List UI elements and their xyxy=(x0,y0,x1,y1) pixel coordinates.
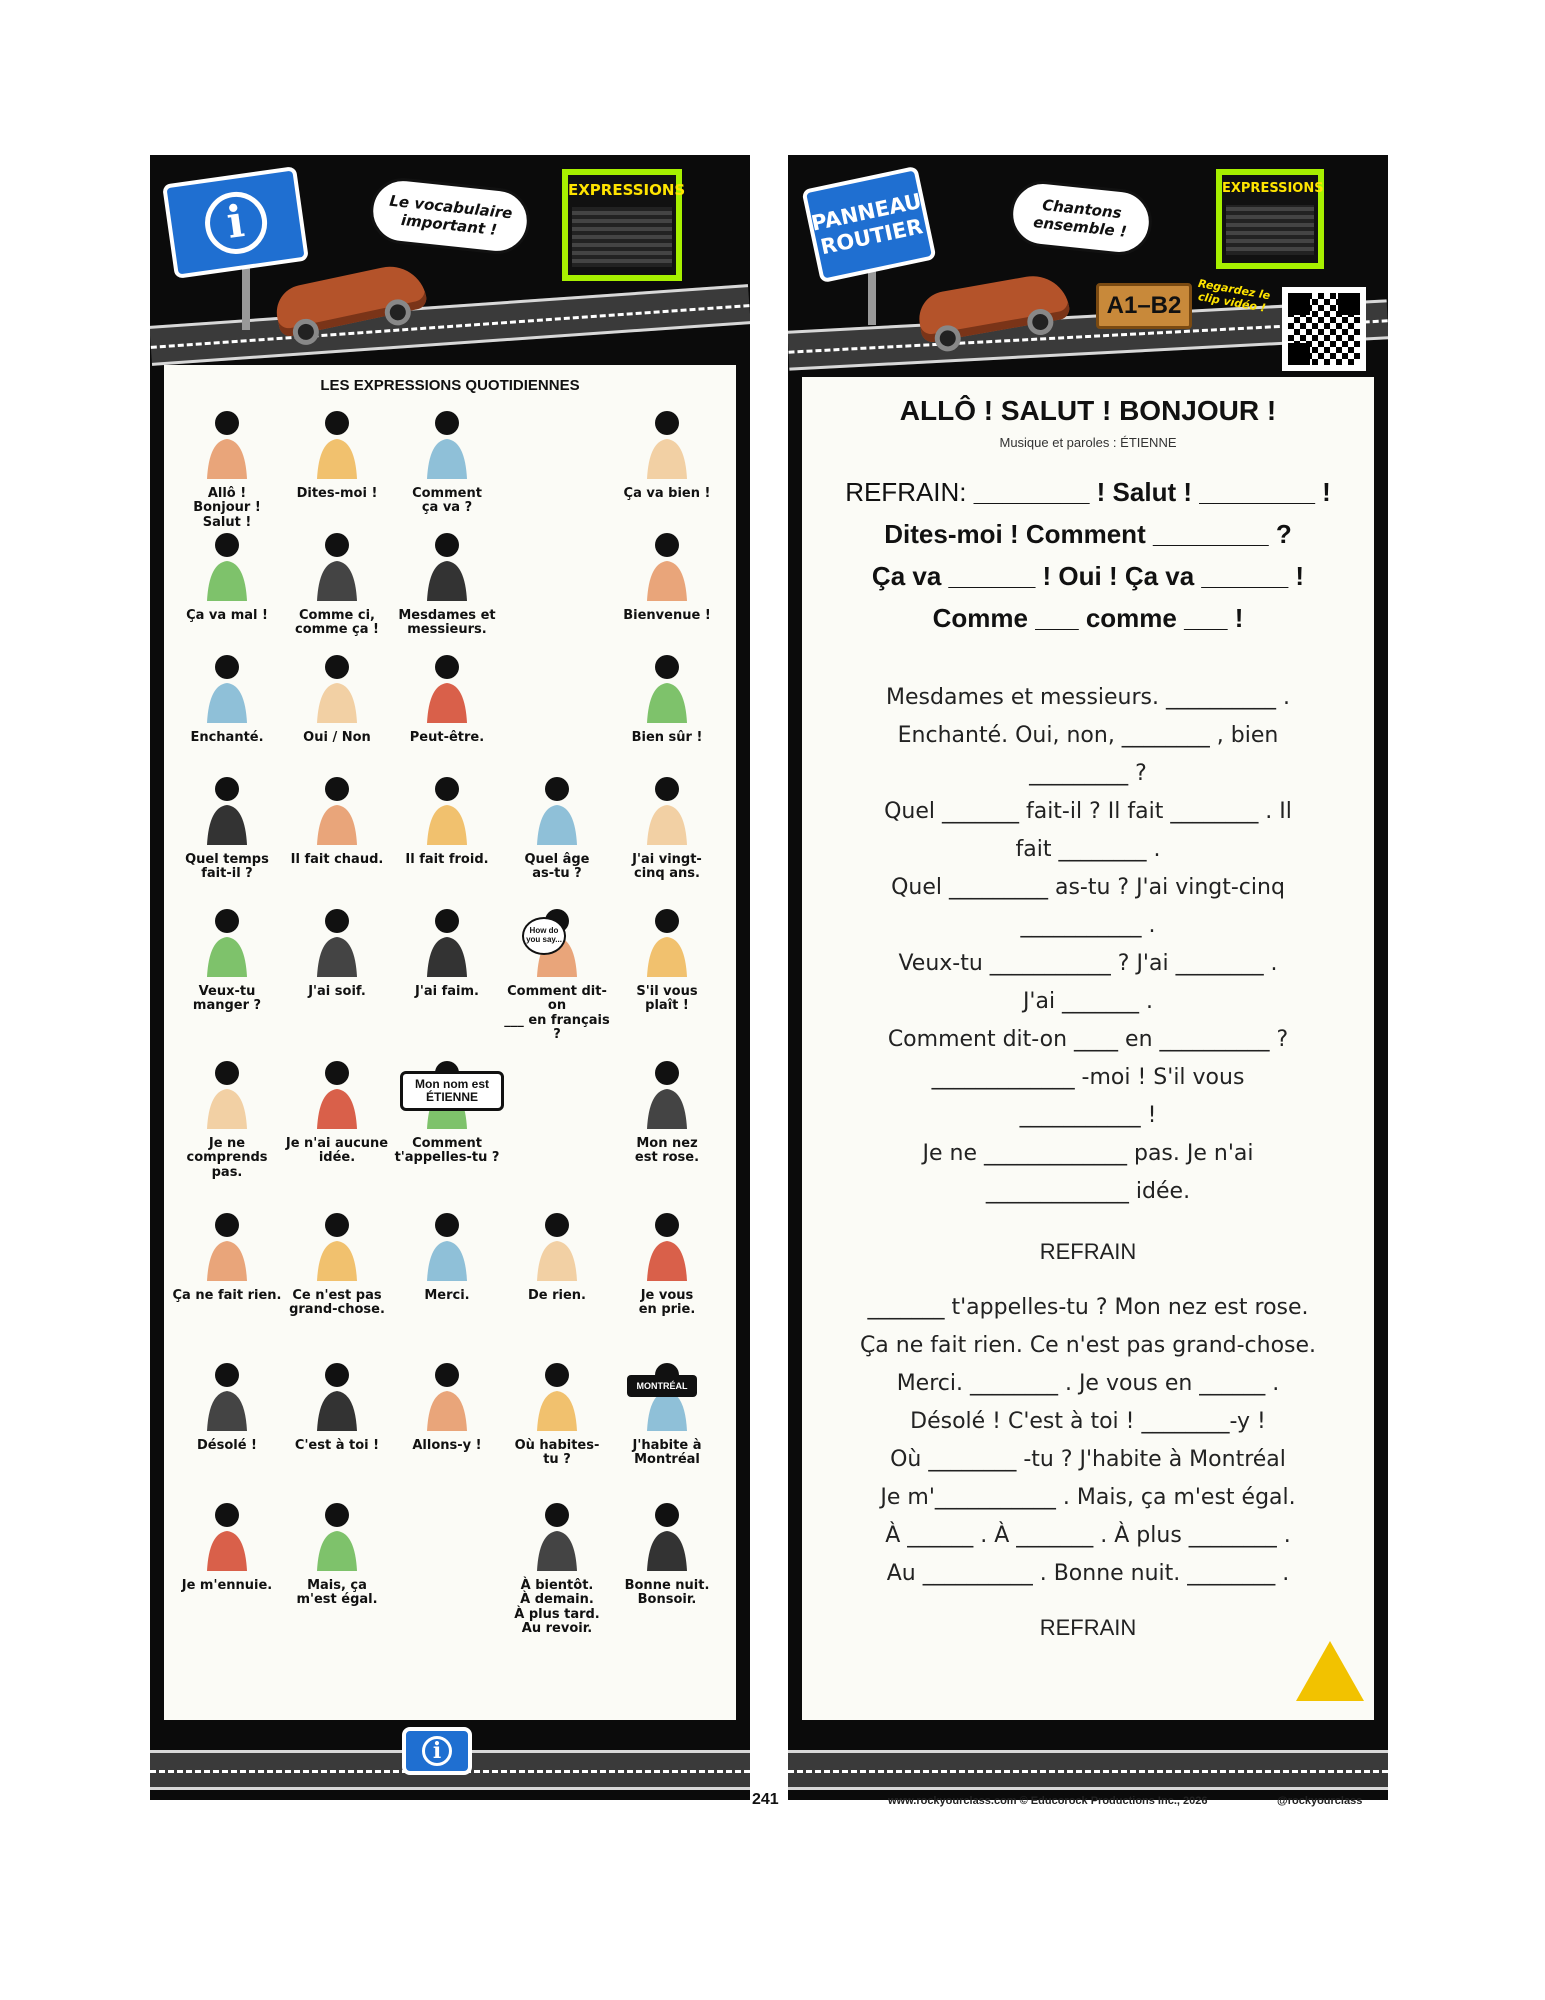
song-panel xyxy=(788,155,1388,1800)
vocab-item xyxy=(612,1355,722,1468)
vocab-item xyxy=(612,1205,722,1318)
footer-handle: @rockyourclass xyxy=(1277,1795,1363,1807)
vocab-item xyxy=(282,647,392,745)
verse-1 xyxy=(816,679,1360,1211)
snapping-fingers-icon xyxy=(297,1205,377,1285)
shrug-icon xyxy=(407,647,487,727)
vocab-label: Je n'ai aucune idée. xyxy=(285,1136,389,1166)
vocab-label: J'ai faim. xyxy=(415,984,479,999)
vocab-item xyxy=(612,647,722,745)
peeking-person-icon xyxy=(187,403,267,483)
vocab-item xyxy=(392,901,502,999)
vocab-item xyxy=(392,525,502,638)
speech-bubble: Le vocabulaire important ! xyxy=(367,175,533,257)
vocab-label: Désolé ! xyxy=(196,1438,257,1453)
shield-thumbs-up-icon xyxy=(627,647,707,727)
vocab-item xyxy=(502,1355,612,1468)
questioning-woman-icon xyxy=(407,403,487,483)
check-cross-icon xyxy=(297,647,377,727)
vocab-item xyxy=(392,1355,502,1453)
thirsty-person-icon xyxy=(297,901,377,981)
vocab-item xyxy=(392,403,502,516)
refrain-line-3: Ça va ______ ! Oui ! Ça va ______ ! xyxy=(871,561,1305,591)
vocab-item xyxy=(282,1355,392,1453)
vocab-label: S'il vous plaît ! xyxy=(636,984,698,1014)
sorry-person-icon xyxy=(187,1355,267,1435)
lyric-line: Quel _______ fait-il ? Il fait ________ . Il xyxy=(884,799,1292,824)
page-number: 241 xyxy=(752,1791,779,1808)
info-icon: i xyxy=(422,1736,452,1766)
vocab-item xyxy=(172,1355,282,1453)
lyric-line: ___________ ! xyxy=(1019,1103,1157,1128)
lyric-line: J'ai _______ . xyxy=(1022,989,1154,1014)
lyric-line: Désolé ! C'est à toi ! ________-y ! xyxy=(910,1409,1266,1434)
name-tag-text: Mon nom est ÉTIENNE xyxy=(400,1071,504,1111)
vocab-item xyxy=(612,1495,722,1608)
running-door-icon xyxy=(407,1355,487,1435)
vocab-item xyxy=(392,769,502,867)
vocab-label: Où habites- tu ? xyxy=(514,1438,600,1468)
birthday-cake-question-icon xyxy=(517,769,597,849)
vocab-label: De rien. xyxy=(527,1288,586,1303)
vocab-item xyxy=(282,1495,392,1608)
three-faces-icon xyxy=(297,525,377,605)
vocab-item xyxy=(282,1205,392,1318)
lyric-line: fait ________ . xyxy=(1015,837,1161,862)
lyric-line: Je ne _____________ pas. Je n'ai xyxy=(922,1141,1254,1166)
vocab-label: Ça ne fait rien. xyxy=(172,1288,282,1303)
vocab-label: Dites-moi ! xyxy=(296,486,378,501)
song-title: ALLÔ ! SALUT ! BONJOUR ! xyxy=(899,395,1277,426)
lyric-line: _____________ idée. xyxy=(985,1179,1191,1204)
vocab-label: Comme ci, comme ça ! xyxy=(294,608,379,638)
pointing-hand-icon xyxy=(297,1355,377,1435)
vocab-label: Enchanté. xyxy=(190,730,264,745)
vocab-label: Mesdames et messieurs. xyxy=(398,608,496,638)
road-sign: PANNEAU ROUTIER xyxy=(801,166,936,283)
vocab-label: Oui / Non xyxy=(303,730,371,745)
pleading-person-icon xyxy=(627,901,707,981)
phone-food-icon xyxy=(187,901,267,981)
refrain-line-1 xyxy=(802,477,1374,508)
vocabulary-title: LES EXPRESSIONS QUOTIDIENNES xyxy=(320,377,580,394)
lyric-line: _____________ -moi ! S'il vous xyxy=(931,1065,1245,1090)
couple-icon xyxy=(407,525,487,605)
waving-people-icon xyxy=(517,1495,597,1575)
level-sign: A1–B2 xyxy=(1096,283,1192,329)
lyric-line: Enchanté. Oui, non, ________ , bien xyxy=(897,723,1279,748)
lyric-line: Quel _________ as-tu ? J'ai vingt-cinq xyxy=(891,875,1285,900)
vocab-item xyxy=(172,769,282,882)
thumbs-up-man-icon xyxy=(627,403,707,483)
verse-2 xyxy=(816,1289,1360,1593)
sleeping-child-icon xyxy=(627,1495,707,1575)
expressions-board xyxy=(562,169,686,281)
vocab-label: Merci. xyxy=(424,1288,470,1303)
relaxed-person-icon xyxy=(187,1205,267,1285)
vocab-label: Veux-tu manger ? xyxy=(192,984,262,1014)
vocab-item xyxy=(172,647,282,745)
vocab-label: Quel âge as-tu ? xyxy=(524,852,590,882)
vocab-item xyxy=(612,769,722,882)
lyric-line: Où ________ -tu ? J'habite à Montréal xyxy=(890,1447,1286,1472)
vocab-item xyxy=(502,1495,612,1636)
vocab-label: Bien sûr ! xyxy=(631,730,703,745)
lyric-line: Mesdames et messieurs. __________ . xyxy=(886,685,1290,710)
song-sheet xyxy=(802,377,1374,1720)
qr-code-icon[interactable] xyxy=(1282,287,1366,371)
vocab-label: C'est à toi ! xyxy=(294,1438,380,1453)
vocab-item xyxy=(172,525,282,623)
footer-credit: www.rockyourclass.com © Educorock Productions Inc., 2026 xyxy=(888,1795,1208,1807)
vocab-item xyxy=(502,769,612,882)
refrain-label: REFRAIN xyxy=(1039,1615,1137,1640)
refrain-line-2: Dites-moi ! Comment ________ ? xyxy=(884,519,1292,549)
vocab-item xyxy=(172,403,282,530)
song-credit: Musique et paroles : ÉTIENNE xyxy=(999,435,1177,450)
welcome-door-icon xyxy=(627,525,707,605)
vocab-item xyxy=(172,1053,282,1180)
expressions-board xyxy=(1216,169,1324,269)
vocab-label: Il fait chaud. xyxy=(290,852,384,867)
speech-bubble: Chantons ensemble ! xyxy=(1007,178,1155,258)
info-sign xyxy=(162,166,309,279)
weather-icon xyxy=(187,769,267,849)
handshake-icon xyxy=(187,647,267,727)
vocab-label: À bientôt. À demain. À plus tard. Au revoir. xyxy=(514,1578,600,1636)
kneeling-person-icon xyxy=(627,1205,707,1285)
video-note: Regardez le clip vidéo ! xyxy=(1197,276,1272,315)
vocabulary-sheet xyxy=(164,365,736,1720)
smiling-boy-icon xyxy=(517,1205,597,1285)
white-flag-person-icon xyxy=(297,1053,377,1133)
hungry-person-icon xyxy=(407,901,487,981)
info-icon: i xyxy=(200,187,270,257)
refrain-line-4: Comme ___ comme ___ ! xyxy=(932,603,1244,633)
montreal-badge: MONTRÉAL xyxy=(627,1375,697,1397)
board-label: EXPRESSIONS xyxy=(1222,181,1324,196)
vocab-label: Je m'ennuie. xyxy=(181,1578,273,1593)
sign-post xyxy=(868,265,876,325)
vocab-item xyxy=(282,1053,392,1166)
vocab-item xyxy=(612,1053,722,1166)
vocab-label: Mais, ça m'est égal. xyxy=(296,1578,378,1608)
vocab-item xyxy=(172,901,282,1014)
vocab-label: J'habite à Montréal xyxy=(632,1438,702,1468)
lyric-line: Comment dit-on ____ en __________ ? xyxy=(887,1027,1289,1052)
vocab-label: Comment ça va ? xyxy=(412,486,482,516)
roadwork-sign-icon xyxy=(1296,1641,1364,1701)
road-decoration xyxy=(150,284,750,366)
vocab-label: J'ai vingt- cinq ans. xyxy=(632,852,702,882)
lyric-line: Veux-tu ___________ ? J'ai ________ . xyxy=(898,951,1278,976)
lyric-line: _______ t'appelles-tu ? Mon nez est rose. xyxy=(867,1295,1309,1320)
vocab-label: Allons-y ! xyxy=(412,1438,482,1453)
magnifier-text: How do you say... xyxy=(522,917,566,955)
vocab-label: J'ai soif. xyxy=(308,984,366,999)
refrain-label: REFRAIN xyxy=(1039,1239,1137,1264)
vocab-label: Comment dit-on ___ en français ? xyxy=(504,984,610,1042)
lyric-line: _________ ? xyxy=(1029,761,1147,786)
vocab-item xyxy=(282,769,392,867)
confused-person-icon xyxy=(187,1053,267,1133)
vocab-label: Quel temps fait-il ? xyxy=(185,852,269,882)
headache-man-icon xyxy=(187,525,267,605)
sign-post xyxy=(242,260,250,330)
vocab-label: Ce n'est pas grand-chose. xyxy=(289,1288,385,1318)
balance-scale-icon xyxy=(297,1495,377,1575)
vocab-label: Bonne nuit. Bonsoir. xyxy=(624,1578,710,1608)
lyric-line: À ______ . À _______ . À plus ________ . xyxy=(885,1523,1291,1548)
refrain-lead: REFRAIN: xyxy=(845,477,967,507)
vocab-label: Comment t'appelles-tu ? xyxy=(394,1136,500,1166)
lyric-line: Merci. ________ . Je vous en ______ . xyxy=(896,1371,1280,1396)
refrain-text: ________ ! Salut ! ________ ! xyxy=(973,477,1331,507)
vocab-item xyxy=(502,1205,612,1303)
lyric-line: ___________ . xyxy=(1020,913,1156,938)
snow-thermometer-icon xyxy=(407,769,487,849)
vocab-item xyxy=(612,403,722,501)
vocab-item xyxy=(392,647,502,745)
whispering-people-icon xyxy=(297,403,377,483)
vocabulary-panel xyxy=(150,155,750,1800)
vocab-item xyxy=(282,901,392,999)
vocab-label: Ça va bien ! xyxy=(623,486,711,501)
bowing-person-icon xyxy=(407,1205,487,1285)
vocab-item xyxy=(172,1205,282,1303)
bottom-road-decoration xyxy=(788,1730,1388,1800)
vocab-label: Ça va mal ! xyxy=(186,608,268,623)
vocab-item xyxy=(282,525,392,638)
vocab-item xyxy=(172,1495,282,1593)
board-label: EXPRESSIONS xyxy=(568,181,686,199)
bottom-info-sign xyxy=(402,1727,472,1775)
vocab-item xyxy=(612,901,722,1014)
vocab-label: Je ne comprends pas. xyxy=(186,1136,268,1180)
vocab-label: Bienvenue ! xyxy=(623,608,711,623)
vocab-label: Allô ! Bonjour ! Salut ! xyxy=(193,486,261,530)
vocab-item xyxy=(392,1205,502,1303)
lyric-line: Ça ne fait rien. Ce n'est pas grand-chose. xyxy=(859,1333,1317,1358)
vocab-label: Il fait froid. xyxy=(405,852,489,867)
lyric-line: Je m'___________ . Mais, ça m'est égal. xyxy=(880,1485,1296,1510)
vocab-label: Mon nez est rose. xyxy=(634,1136,700,1166)
lyric-line: Au __________ . Bonne nuit. ________ . xyxy=(886,1561,1290,1586)
sun-thermometer-icon xyxy=(297,769,377,849)
vocab-label: Peut-être. xyxy=(409,730,485,745)
birthday-cake-25-icon xyxy=(627,769,707,849)
bored-person-icon xyxy=(187,1495,267,1575)
vocab-label: Je vous en prie. xyxy=(638,1288,696,1318)
house-pin-icon xyxy=(517,1355,597,1435)
pig-nose-icon xyxy=(627,1053,707,1133)
vocab-item xyxy=(282,403,392,501)
vocab-item xyxy=(612,525,722,623)
